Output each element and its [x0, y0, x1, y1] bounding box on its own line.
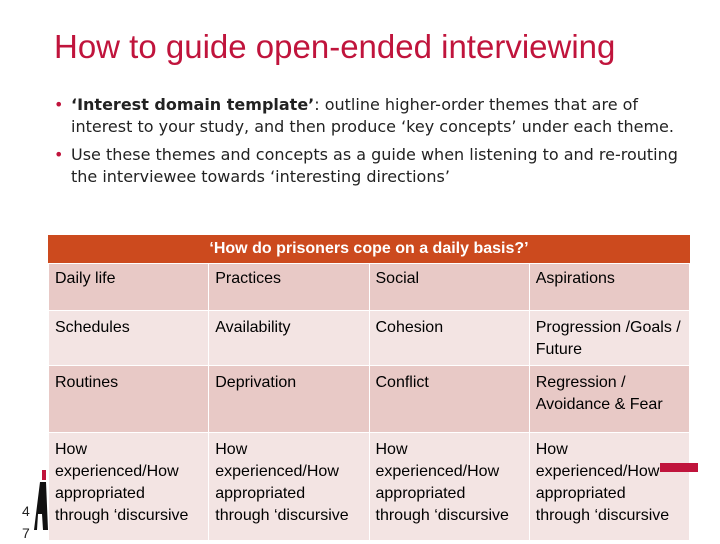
table-row: [49, 433, 690, 541]
table-cell: Routines: [49, 366, 209, 433]
bullet-bold-text: ‘Interest domain template’: [71, 95, 315, 114]
column-header: Social: [369, 264, 529, 311]
table-cell: How experienced/How appropriated through ‘discursive: [49, 433, 209, 541]
column-header: Practices: [209, 264, 369, 311]
table-cell: Regression / Avoidance & Fear: [529, 366, 689, 433]
bullet-list: [54, 94, 694, 194]
interest-domain-table: [48, 235, 690, 540]
page-title: How to guide open-ended interviewing: [54, 28, 616, 65]
bullet-text: : outline higher-order themes that are of interest to your study, and then produce ‘key concepts’ under each theme.: [71, 95, 674, 136]
table-cell: How experienced/How appropriated through ‘discursive: [369, 433, 529, 541]
bullet-item: [54, 144, 694, 188]
table-cell: Schedules: [49, 311, 209, 366]
slide-number: 4 7: [22, 503, 30, 541]
table-cell: Cohesion: [369, 311, 529, 366]
table-cell: Conflict: [369, 366, 529, 433]
bullet-dot-icon: •: [54, 95, 64, 114]
table-cell: Availability: [209, 311, 369, 366]
table-header: ‘How do prisoners cope on a daily basis?’: [48, 235, 690, 263]
bullet-item: [54, 94, 694, 138]
table-grid: [48, 263, 690, 540]
column-header: Aspirations: [529, 264, 689, 311]
table-column-headers: [49, 264, 690, 311]
table-cell: Deprivation: [209, 366, 369, 433]
column-header: Daily life: [49, 264, 209, 311]
table-cell: How experienced/How appropriated through ‘discursive: [209, 433, 369, 541]
table-row: [49, 311, 690, 366]
bullet-text: Use these themes and concepts as a guide when listening to and re-routing the interviewee towards ‘interesting directions’: [71, 145, 678, 186]
table-row: [49, 366, 690, 433]
table-cell: How experienced/How appropriated through ‘discursive: [529, 433, 689, 541]
table-cell: Progression /Goals / Future: [529, 311, 689, 366]
accent-bar: [660, 463, 698, 472]
bullet-dot-icon: •: [54, 145, 64, 164]
